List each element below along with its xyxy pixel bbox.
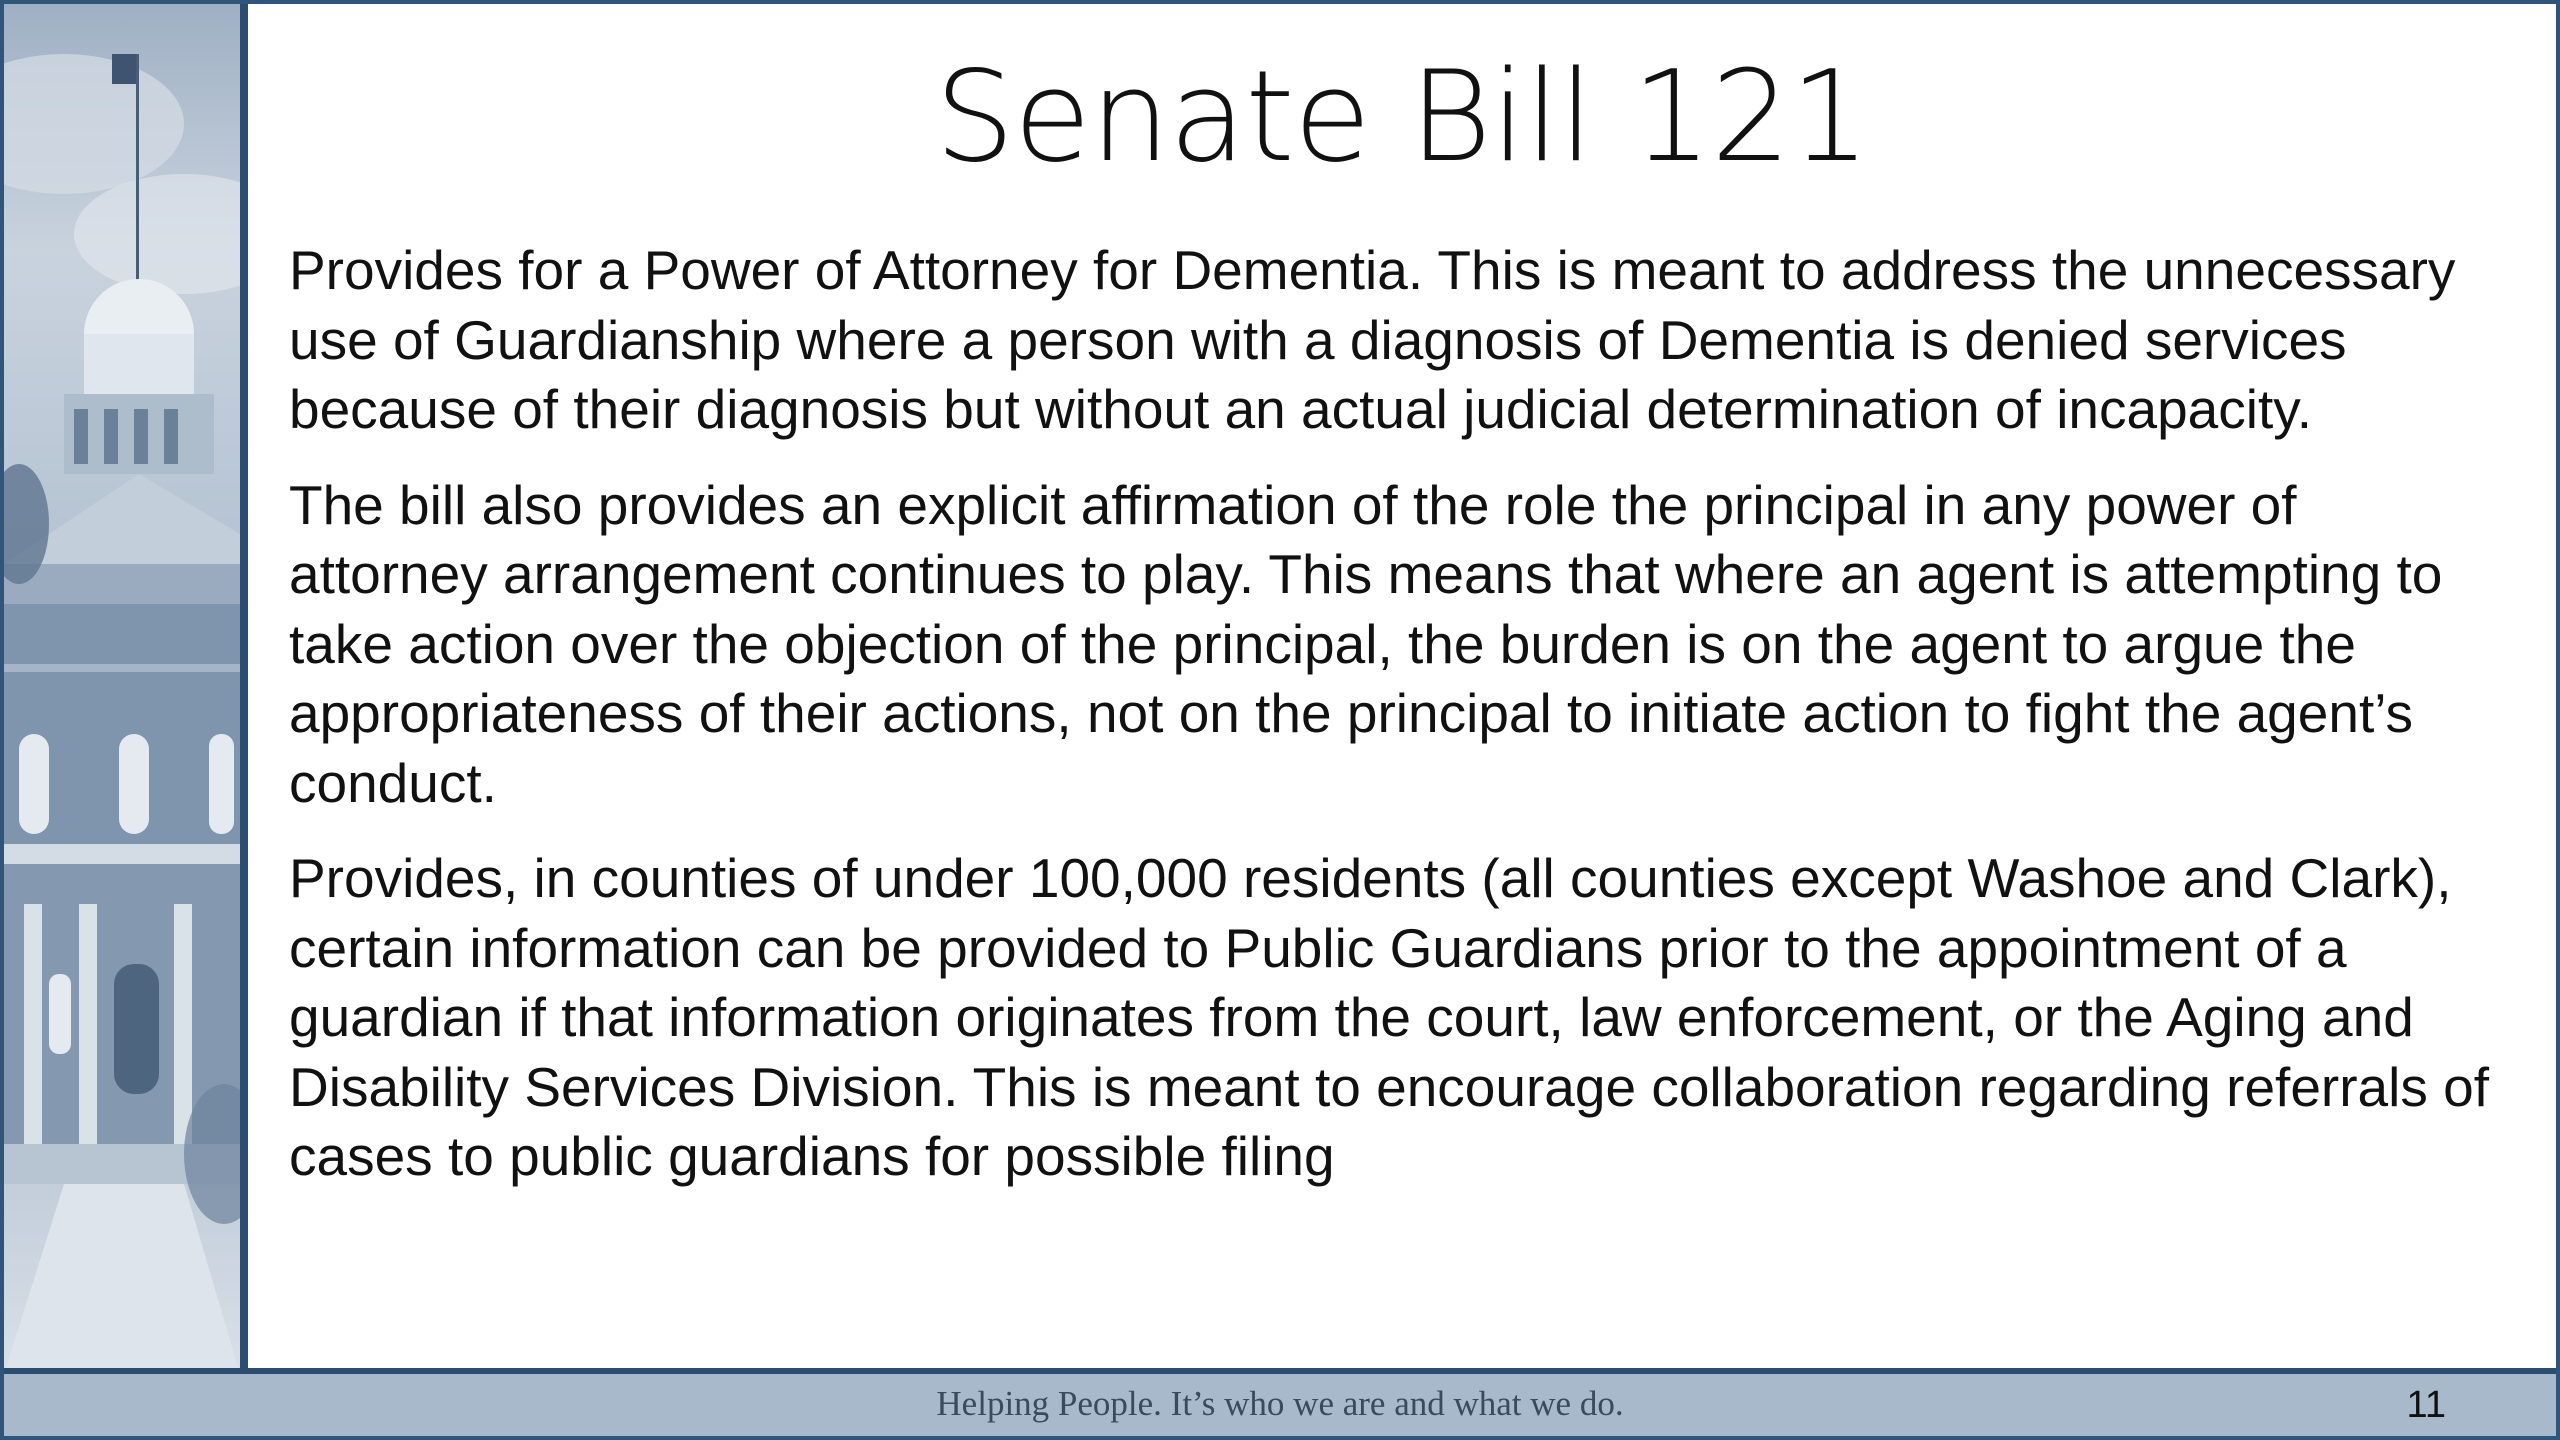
- page-number: 11: [2406, 1384, 2446, 1426]
- capitol-building-photo: [4, 4, 240, 1374]
- footer-tagline: Helping People. It’s who we are and what we do.: [936, 1384, 1624, 1423]
- paragraph-public-guardians: Provides, in counties of under 100,000 residents (all counties except Washoe and Clark), certain information can be provided to Public Guardians prior to the appointment of a guardian if that information originates from the court, law enforcement, or the Aging and Disability Services Division. This is meant to encourage collaboration regarding referrals of cases to public guardians for possible filing: [289, 847, 2489, 1187]
- paragraph-dementia-poa: Provides for a Power of Attorney for Dementia. This is meant to address the unnecessary use of Guardianship where a person with a diagnosis of Dementia is denied services because of their diagnosis but without an actual judicial determination of incapacity.: [289, 239, 2456, 440]
- paragraph-principal-role: The bill also provides an explicit affirmation of the role the principal in any power of attorney arrangement continues to play. This means that where an agent is attempting to take action over the objection of the principal, the burden is on the agent to argue the appropriateness of their actions, not on the principal to initiate action to fight the agent’s conduct.: [289, 473, 2443, 814]
- slide-footer: [4, 1368, 2556, 1436]
- panel-divider: [240, 4, 248, 1374]
- slide-title: Senate Bill 121: [934, 43, 1870, 190]
- slide-body: [289, 236, 2489, 1218]
